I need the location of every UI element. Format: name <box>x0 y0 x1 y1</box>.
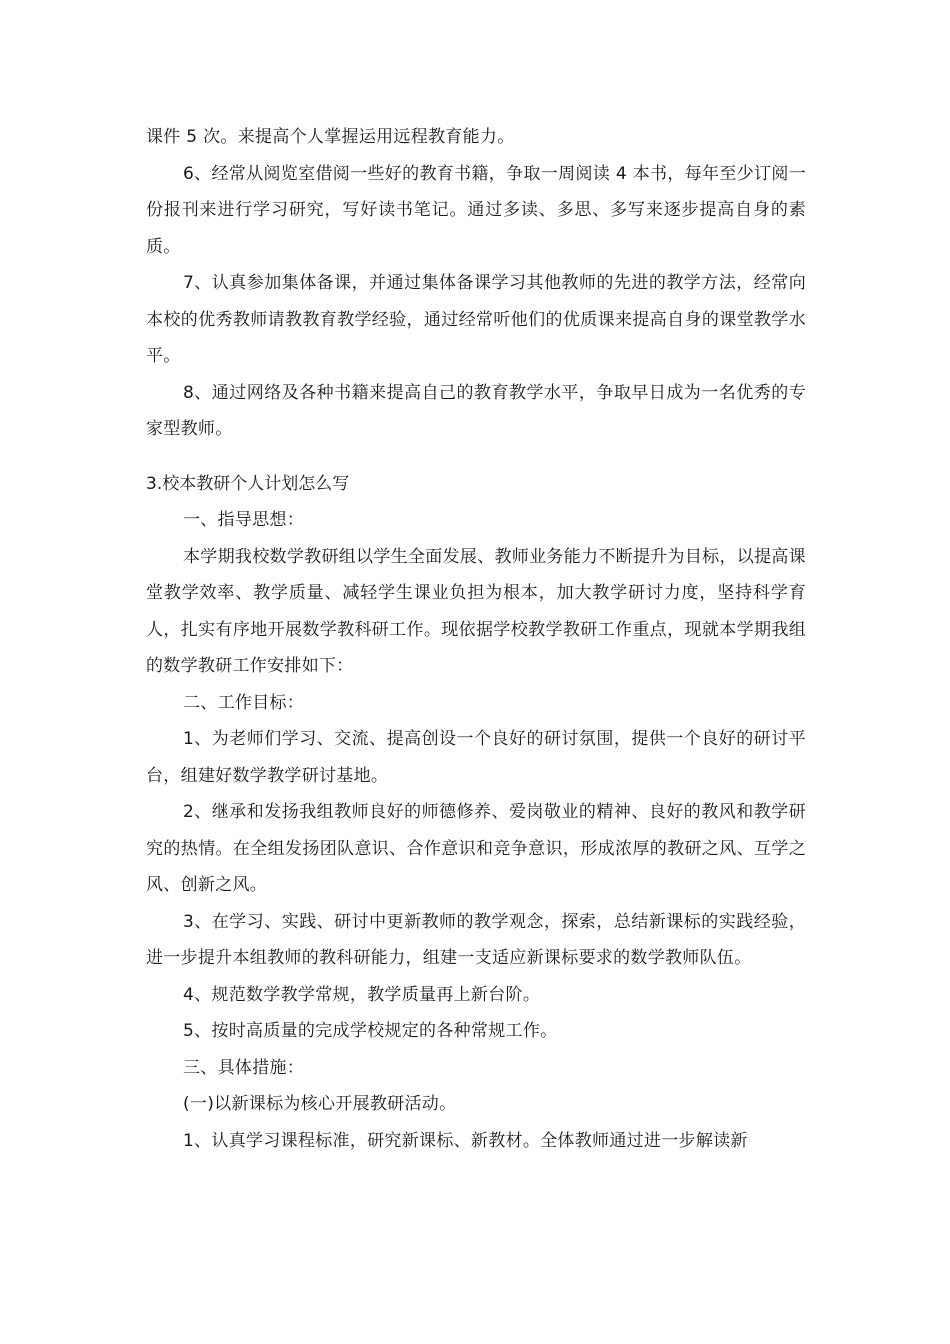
paragraph-item-7: 7、认真参加集体备课，并通过集体备课学习其他教师的先进的教学方法，经常向本校的优秀教师请教教育教学经验，通过经常听他们的优质课来提高自身的课堂教学水平。 <box>146 273 806 366</box>
paragraph-goal-3: 3、在学习、实践、研讨中更新教师的教学观念，探索，总结新课标的实践经验，进一步提升本组教师的教科研能力，组建一支适应新课标要求的数学教师队伍。 <box>146 911 806 968</box>
paragraph-item-8: 8、通过网络及各种书籍来提高自己的教育教学水平，争取早日成为一名优秀的专家型教师。 <box>146 382 806 439</box>
document-body <box>146 119 806 1159</box>
heading-measures: 三、具体措施： <box>183 1057 305 1078</box>
section-spacer <box>146 448 806 466</box>
paragraph-continuation: 课件 5 次。来提高个人掌握运用远程教育能力。 <box>146 127 515 147</box>
paragraph-goal-4: 4、规范数学教学常规，教学质量再上新台阶。 <box>183 984 541 1005</box>
paragraph-goal-5: 5、按时高质量的完成学校规定的各种常规工作。 <box>183 1021 558 1041</box>
paragraph-item-6: 6、经常从阅览室借阅一些好的教育书籍，争取一周阅读 4 本书，每年至少订阅一份报刊来进行学习研究，写好读书笔记。通过多读、多思、多写来逐步提高自身的素质。 <box>146 163 806 257</box>
paragraph-guiding-thought: 本学期我校数学教研组以学生全面发展、教师业务能力不断提升为目标，以提高课堂教学效率、教学质量、减轻学生课业负担为根本，加大教学研讨力度，坚持科学育人，扎实有序地开展数学教科研工作。现依据学校教学教研工作重点，现就本学期我组的数学教研工作安排如下： <box>146 546 806 676</box>
paragraph-measure-1-1: 1、认真学习课程标准，研究新课标、新教材。全体教师通过进一步解读新 <box>183 1130 748 1151</box>
heading-guiding-thought: 一、指导思想： <box>183 510 305 530</box>
subheading-measure-1: (一)以新课标为核心开展教研活动。 <box>183 1094 457 1114</box>
section-title: 3.校本教研个人计划怎么写 <box>146 473 350 494</box>
paragraph-goal-2: 2、继承和发扬我组教师良好的师德修养、爱岗敬业的精神、良好的教风和教学研究的热情。在全组发扬团队意识、合作意识和竞争意识，形成浓厚的教研之风、互学之风、创新之风。 <box>146 802 806 895</box>
heading-work-goals: 二、工作目标： <box>183 692 305 713</box>
paragraph-goal-1: 1、为老师们学习、交流、提高创设一个良好的研讨氛围，提供一个良好的研讨平台，组建好数学教学研讨基地。 <box>146 729 806 786</box>
